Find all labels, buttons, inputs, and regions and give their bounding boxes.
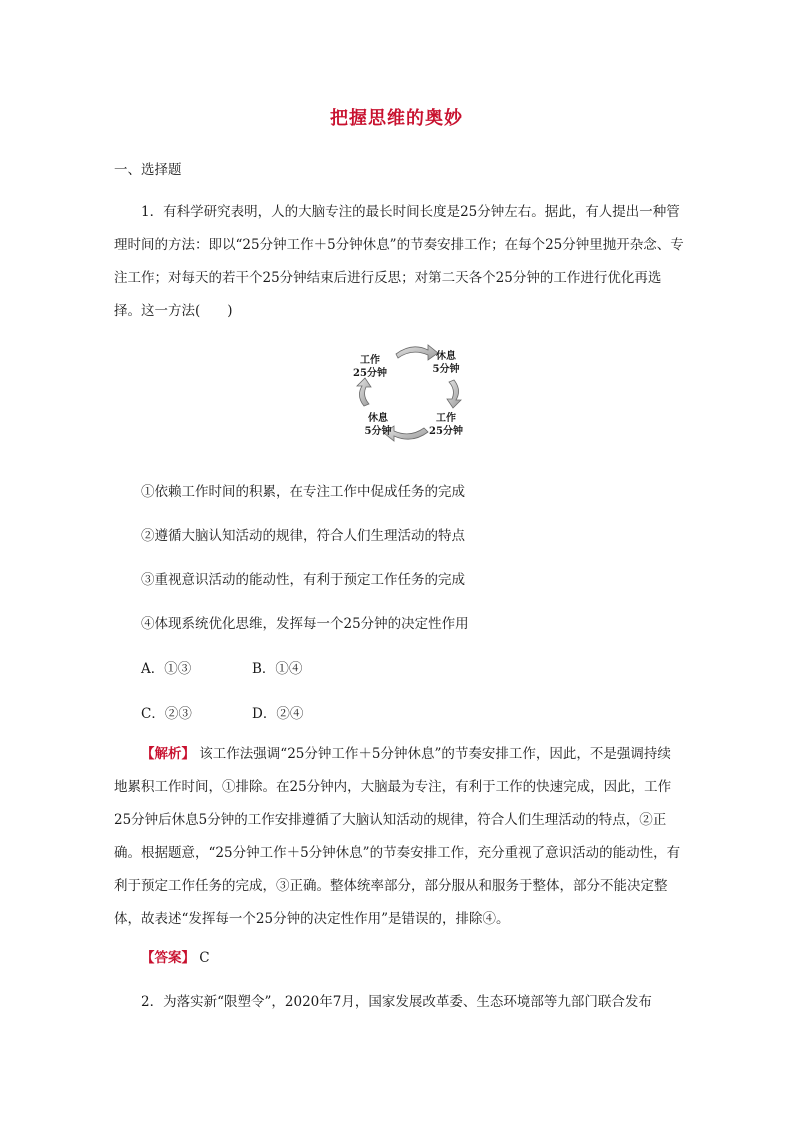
option-a: A．①③ [141, 661, 192, 677]
answer-value: C [199, 950, 210, 966]
label-work-bottom-right: 工作 25分钟 [429, 413, 463, 437]
question-1-stem: 1．有科学研究表明，人的大脑专注的最长时间长度是25分钟左右。据此，有人提出一种管理时间的方法：即以“25分钟工作＋5分钟休息”的节奏安排工作；在每个25分钟里抛开杂念、专注工作；对每天的若干个25分钟结束后进行反思；对第二天各个25分钟的工作进行优化再选择。这一方法( ) [114, 204, 684, 319]
statement-2: ②遵循大脑认知活动的规律，符合人们生理活动的特点 [141, 528, 465, 544]
question-2-stem: 2．为落实新“限塑令”，2020年7月，国家发展改革委、生态环境部等九部门联合发布 [141, 994, 652, 1010]
analysis-text: 该工作法强调“25分钟工作＋5分钟休息”的节奏安排工作，因此，不是强调持续地累积工作时间，①排除。在25分钟内，大脑最为专注，有利于工作的快速完成，因此，工作25分钟后休息5分钟的工作安排遵循了大脑认知活动的规律，符合人们生理活动的特点，②正确。根据题意，“25分钟工作＋5分钟休息”的节奏安排工作，充分重视了意识活动的能动性，有利于预定工作任务的完成，③正确。整体统率部分，部分服从和服务于整体，部分不能决定整体，故表述“发挥每一个25分钟的决定性作用”是错误的，排除④。 [114, 746, 681, 927]
label-rest-bottom-left: 休息 5分钟 [364, 413, 392, 437]
page-title: 把握思维的奥妙 [330, 108, 463, 129]
option-b: B．①④ [252, 661, 303, 677]
label-work-top-left: 工作 25分钟 [353, 355, 387, 379]
label-rest-top-right: 休息 5分钟 [432, 351, 460, 375]
statement-4: ④体现系统优化思维，发挥每一个25分钟的决定性作用 [141, 616, 469, 632]
arrow-right [447, 380, 461, 408]
answer-line [141, 946, 210, 966]
work-rest-cycle-diagram [348, 340, 468, 444]
option-d: D．②④ [252, 706, 304, 722]
section-heading: 一、选择题 [114, 162, 182, 178]
statement-1: ①依赖工作时间的积累，在专注工作中促成任务的完成 [141, 484, 465, 500]
analysis-tag: 【解析】 [141, 746, 195, 762]
analysis-paragraph [114, 738, 684, 936]
statement-3: ③重视意识活动的能动性，有利于预定工作任务的完成 [141, 572, 465, 588]
arrow-left [357, 378, 371, 406]
answer-tag: 【答案】 [141, 950, 195, 966]
option-c: C．②③ [141, 706, 192, 722]
